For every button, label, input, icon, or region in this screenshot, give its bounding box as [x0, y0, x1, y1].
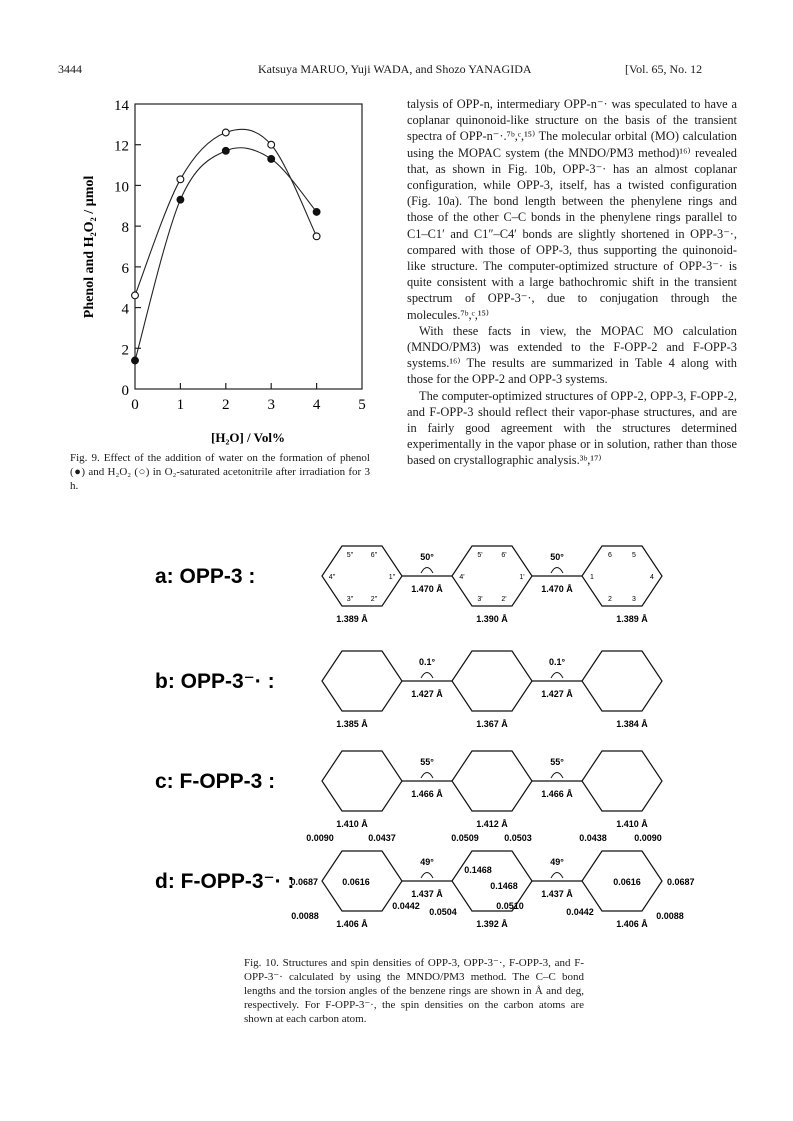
atom-number: 3 — [632, 596, 636, 603]
benzene-ring — [582, 751, 662, 811]
spin-density: 0.0616 — [613, 877, 641, 887]
bond-length: 1.470 Å — [411, 584, 443, 594]
h2o2-point — [222, 129, 229, 136]
h2o2-point — [132, 292, 139, 299]
torsion-angle: 49° — [420, 857, 434, 867]
molecule-label: c: F-OPP-3 : — [155, 770, 276, 793]
benzene-ring — [452, 651, 532, 711]
ring-bond-length: 1.367 Å — [476, 719, 508, 729]
paragraph-2: With these facts in view, the MOPAC MO calculation (MNDO/PM3) was extended to the F-OPP-2 and F-OPP-3 systems.¹⁶⁾ The results are summarized in Table 4 along with those for the OPP-2 and OPP-3 systems. — [407, 323, 737, 387]
y-tick-label: 10 — [114, 179, 129, 196]
spin-density: 0.0503 — [504, 833, 532, 843]
fig9-chart — [60, 92, 390, 452]
torsion-angle: 55° — [550, 757, 564, 767]
torsion-arrow-icon — [551, 873, 563, 879]
spin-density: 0.1468 — [490, 881, 518, 891]
benzene-ring — [582, 651, 662, 711]
torsion-angle: 0.1° — [548, 657, 566, 667]
x-tick-label: 3 — [267, 397, 275, 413]
fig10-caption: Fig. 10. Structures and spin densities of OPP-3, OPP-3⁻·, F-OPP-3, and F-OPP-3⁻· calculated by using the MNDO/PM3 method. The C–C bond lengths and the torsion angles of the benzene rings are shown in Å and deg, respectively. For F-OPP-3⁻·, the spin densities on the carbon atoms are shown at each carbon atom. — [244, 957, 584, 1025]
bond-length: 1.437 Å — [411, 889, 443, 899]
x-tick-label: 1 — [176, 397, 185, 413]
fig9-caption: Fig. 9. Effect of the addition of water on the formation of phenol (●) and H₂O₂ (○) in O₂-saturated acetonitrile after irradiation for 3 h. — [70, 452, 370, 492]
atom-number: 6" — [370, 552, 378, 559]
spin-density: 0.0442 — [392, 901, 420, 911]
atom-number: 2 — [608, 596, 612, 603]
x-tick-label: 0 — [131, 397, 139, 413]
bond-length: 1.427 Å — [411, 689, 443, 699]
torsion-arrow-icon — [421, 773, 433, 779]
molecule-label: a: OPP-3 : — [155, 565, 256, 588]
spin-density: 0.1468 — [464, 865, 492, 875]
fig10-structures — [100, 536, 720, 956]
atom-number: 4" — [328, 574, 336, 581]
atom-number: 2' — [501, 596, 507, 603]
ring-bond-length: 1.392 Å — [476, 919, 508, 929]
ring-bond-length: 1.406 Å — [616, 919, 648, 929]
spin-density: 0.0509 — [451, 833, 479, 843]
y-tick-label: 8 — [121, 220, 129, 237]
atom-number: 6' — [501, 552, 507, 559]
spin-density: 0.0090 — [306, 833, 334, 843]
bond-length: 1.466 Å — [541, 789, 573, 799]
y-axis-label: Phenol and H₂O₂ / µmol — [82, 175, 97, 319]
bond-length: 1.437 Å — [541, 889, 573, 899]
ring-bond-length: 1.406 Å — [336, 919, 368, 929]
ring-bond-length: 1.385 Å — [336, 719, 368, 729]
spin-density: 0.0687 — [667, 877, 695, 887]
h2o2-point — [177, 176, 184, 183]
ring-bond-length: 1.384 Å — [616, 719, 648, 729]
page-header — [0, 62, 793, 82]
torsion-arrow-icon — [551, 773, 563, 779]
spin-density: 0.0088 — [291, 911, 319, 921]
spin-density: 0.0090 — [634, 833, 662, 843]
torsion-arrow-icon — [421, 673, 433, 679]
y-tick-label: 12 — [114, 138, 129, 155]
spin-density: 0.0437 — [368, 833, 396, 843]
spin-density: 0.0616 — [342, 877, 370, 887]
spin-density: 0.0504 — [429, 907, 457, 917]
phenol-point — [313, 208, 320, 215]
paragraph-3: The computer-optimized structures of OPP-2, OPP-3, F-OPP-2, and F-OPP-3 should reflect their vapor-phase structures, and are in fairly good agreement with the structures determined experimentally in the vapor phase or in solution, rather than those based on crystallographic analysis.³ᵇ,¹⁷⁾ — [407, 388, 737, 468]
atom-number: 5 — [632, 552, 636, 559]
molecule-2 — [155, 751, 662, 829]
atom-number: 1 — [590, 574, 594, 581]
volume-info: [Vol. 65, No. 12 — [625, 62, 703, 76]
benzene-ring — [452, 751, 532, 811]
benzene-ring — [322, 651, 402, 711]
molecule-3 — [155, 833, 695, 929]
benzene-ring — [322, 751, 402, 811]
phenol-point — [268, 156, 275, 163]
atom-number: 5' — [477, 552, 483, 559]
torsion-arrow-icon — [421, 873, 433, 879]
paragraph-1: talysis of OPP-n, intermediary OPP-n⁻· was speculated to have a coplanar quinonoid-like structure on the basis of the transient spectra of OPP-n⁻·.⁷ᵇ,ᶜ,¹⁵⁾ The molecular orbital (MO) calculation using the MOPAC system (the MNDO/PM3 method)¹⁶⁾ revealed that, as shown in Fig. 10b, OPP-3⁻· has an almost coplanar configuration, while OPP-3, itself, has a twisted configuration (Fig. 10a). The bond length between the phenylene rings and those of the other C–C bonds in the phenylene rings parallel to C1–C1′ and C1″–C4′ bonds are slightly shortened in OPP-3⁻·, compared with those of OPP-3, thus supporting the quinonoid-like structure. The computer-optimized structure of OPP-3⁻· is quite consistent with a large bathochromic shift in the transient spectrum of OPP-3⁻·, due to conjugation through the molecules.⁷ᵇ,ᶜ,¹⁵⁾ — [407, 97, 737, 322]
atom-number: 3" — [346, 596, 354, 603]
atom-number: 6 — [608, 552, 612, 559]
torsion-arrow-icon — [551, 673, 563, 679]
x-tick-label: 2 — [222, 397, 230, 413]
y-tick-label: 4 — [121, 301, 129, 318]
phenol-point — [177, 196, 184, 203]
bond-length: 1.470 Å — [541, 584, 573, 594]
ring-bond-length: 1.389 Å — [616, 614, 648, 624]
torsion-arrow-icon — [551, 568, 563, 574]
molecule-0 — [155, 546, 662, 624]
page-number: 3444 — [58, 62, 82, 76]
ring-bond-length: 1.410 Å — [336, 819, 368, 829]
spin-density: 0.0510 — [496, 901, 524, 911]
running-authors: Katsuya MARUO, Yuji WADA, and Shozo YANAGIDA — [258, 62, 532, 76]
molecule-label: b: OPP-3⁻· : — [155, 670, 275, 693]
x-axis-label: [H₂O] / Vol% — [211, 430, 285, 445]
y-tick-label: 6 — [121, 260, 129, 277]
ring-bond-length: 1.412 Å — [476, 819, 508, 829]
atom-number: 5" — [346, 552, 354, 559]
h2o2-point — [313, 233, 320, 240]
atom-number: 1' — [519, 574, 525, 581]
torsion-angle: 50° — [420, 552, 434, 562]
bond-length: 1.427 Å — [541, 689, 573, 699]
bond-length: 1.466 Å — [411, 789, 443, 799]
spin-density: 0.0438 — [579, 833, 607, 843]
spin-density: 0.0442 — [566, 907, 594, 917]
atom-number: 2" — [370, 596, 378, 603]
plot-frame — [135, 104, 362, 389]
y-tick-label: 0 — [121, 383, 129, 399]
torsion-angle: 50° — [550, 552, 564, 562]
y-tick-label: 2 — [121, 342, 129, 359]
spin-density: 0.0687 — [290, 877, 318, 887]
y-tick-label: 14 — [114, 98, 129, 114]
ring-bond-length: 1.390 Å — [476, 614, 508, 624]
data-curves — [135, 129, 317, 360]
molecule-1 — [155, 651, 662, 729]
ring-bond-length: 1.410 Å — [616, 819, 648, 829]
molecule-label: d: F-OPP-3⁻· : — [155, 870, 295, 893]
data-points — [132, 129, 320, 364]
ring-bond-length: 1.389 Å — [336, 614, 368, 624]
series-curve — [135, 148, 317, 361]
x-tick-label: 5 — [358, 397, 366, 413]
torsion-angle: 55° — [420, 757, 434, 767]
torsion-angle: 49° — [550, 857, 564, 867]
x-axis-ticks — [131, 383, 366, 413]
phenol-point — [222, 147, 229, 154]
phenol-point — [132, 357, 139, 364]
torsion-angle: 0.1° — [418, 657, 436, 667]
atom-number: 4 — [650, 574, 654, 581]
spin-density: 0.0088 — [656, 911, 684, 921]
x-tick-label: 4 — [312, 397, 321, 413]
atom-number: 4' — [459, 574, 465, 581]
torsion-arrow-icon — [421, 568, 433, 574]
atom-number: 1" — [388, 574, 396, 581]
body-text-right — [407, 96, 737, 469]
h2o2-point — [268, 141, 275, 148]
atom-number: 3' — [477, 596, 483, 603]
